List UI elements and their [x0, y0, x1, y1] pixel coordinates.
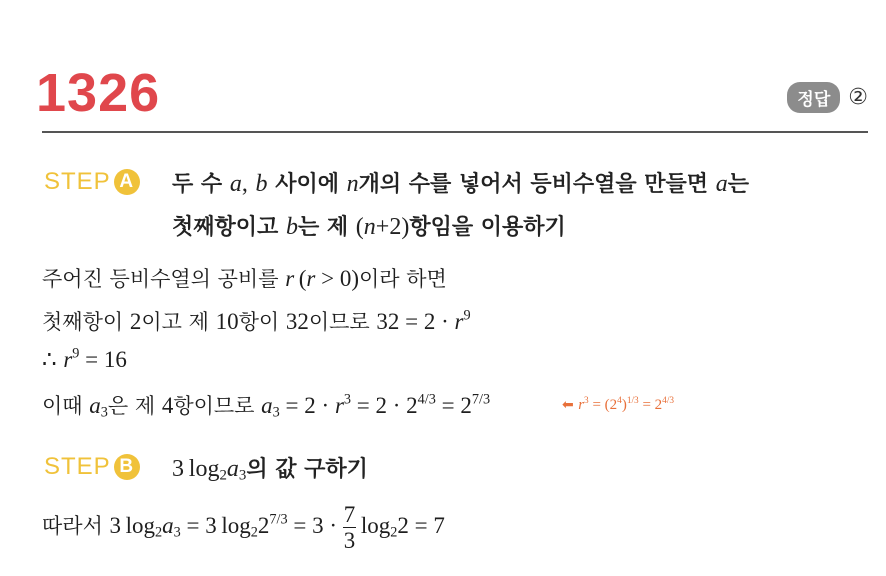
- solution-line-5: [42, 503, 445, 552]
- step-a-heading-line1: 두 수 a, b 사이에 n개의 수를 넣어서 등비수열을 만들면 a는: [172, 171, 749, 197]
- var-a: a: [229, 171, 242, 197]
- line-text: 이고 제: [141, 310, 209, 334]
- log-expr: 3 $\log_2a_3$: [172, 456, 247, 484]
- solution-line-2: [42, 306, 471, 336]
- step-b-label: [44, 453, 140, 481]
- step-a-text: STEP: [44, 168, 111, 195]
- answer-box: [787, 82, 868, 113]
- line-text: 항이므로: [173, 394, 255, 418]
- heading-text: 항임을 이용하기: [409, 215, 566, 240]
- heading-text: 사이에: [275, 172, 339, 197]
- step-a-circle-icon: A: [114, 169, 140, 195]
- equation: $32 = 2 \cdot r^9$: [376, 307, 471, 334]
- answer-badge: 정답: [787, 82, 840, 113]
- a3-term: $a_3$: [89, 393, 108, 421]
- line-text: 주어진 등비수열의 공비를: [42, 267, 279, 291]
- divider: [42, 131, 868, 133]
- step-b-circle-icon: B: [114, 454, 140, 480]
- var-b: b: [255, 171, 268, 197]
- line-text: 이라 하면: [359, 267, 447, 291]
- therefore-symbol: ∴: [42, 347, 57, 372]
- step-b-heading: [172, 452, 368, 483]
- term-expr: (n+2): [355, 214, 410, 240]
- equation: 3 $\log_2a_3 = 3$ $\log_22^{7/3} = 3$ · $\frac{7}{3}$ $\log_22 = 7$: [109, 502, 445, 553]
- line-text: 이때: [42, 394, 83, 418]
- value: 32: [285, 309, 309, 334]
- step-b-text: STEP: [44, 453, 111, 480]
- heading-text: 는 제: [297, 215, 349, 240]
- ratio-expr: r (r > 0): [285, 266, 359, 291]
- line-text: 따라서: [42, 513, 103, 538]
- equation: $r^9 = 16$: [63, 345, 127, 372]
- var-n: n: [346, 171, 359, 197]
- line-text: 항이: [238, 310, 280, 334]
- step-a-label: [44, 168, 140, 196]
- heading-text: 두 수: [172, 172, 223, 197]
- value: 2: [129, 309, 142, 334]
- problem-number: 1326: [36, 63, 161, 123]
- heading-text: 개의 수를 넣어서 등비수열을 만들면: [358, 172, 709, 197]
- solution-line-4: [42, 390, 490, 420]
- var-a: a: [715, 171, 728, 197]
- line-text: 은 제: [107, 394, 156, 418]
- value: 10: [215, 309, 239, 334]
- line-text: 첫째항이: [42, 310, 124, 334]
- solution-line-3: [42, 347, 127, 373]
- heading-text: 첫째항이고: [172, 215, 279, 240]
- answer-value: ②: [848, 85, 868, 110]
- var-b: b: [285, 214, 298, 240]
- heading-text: 는: [727, 172, 749, 197]
- equation: $a_3 = 2 \cdot r^3 = 2 \cdot 2^{4/3} = 2^{7/3}$: [261, 391, 491, 421]
- heading-text: 의 값 구하기: [246, 457, 368, 482]
- line-text: 이므로: [308, 310, 370, 334]
- arrow-left-icon: ⬅: [562, 397, 574, 413]
- step-a-heading-line2: [172, 210, 566, 241]
- hint-note: ⬅ $r^3 = (2^4)^{1/3} = 2^{4/3}$: [562, 395, 675, 413]
- solution-line-1: [42, 263, 447, 293]
- value: 4: [161, 393, 174, 418]
- fraction-7-3: $\frac{7}{3}$: [343, 502, 356, 553]
